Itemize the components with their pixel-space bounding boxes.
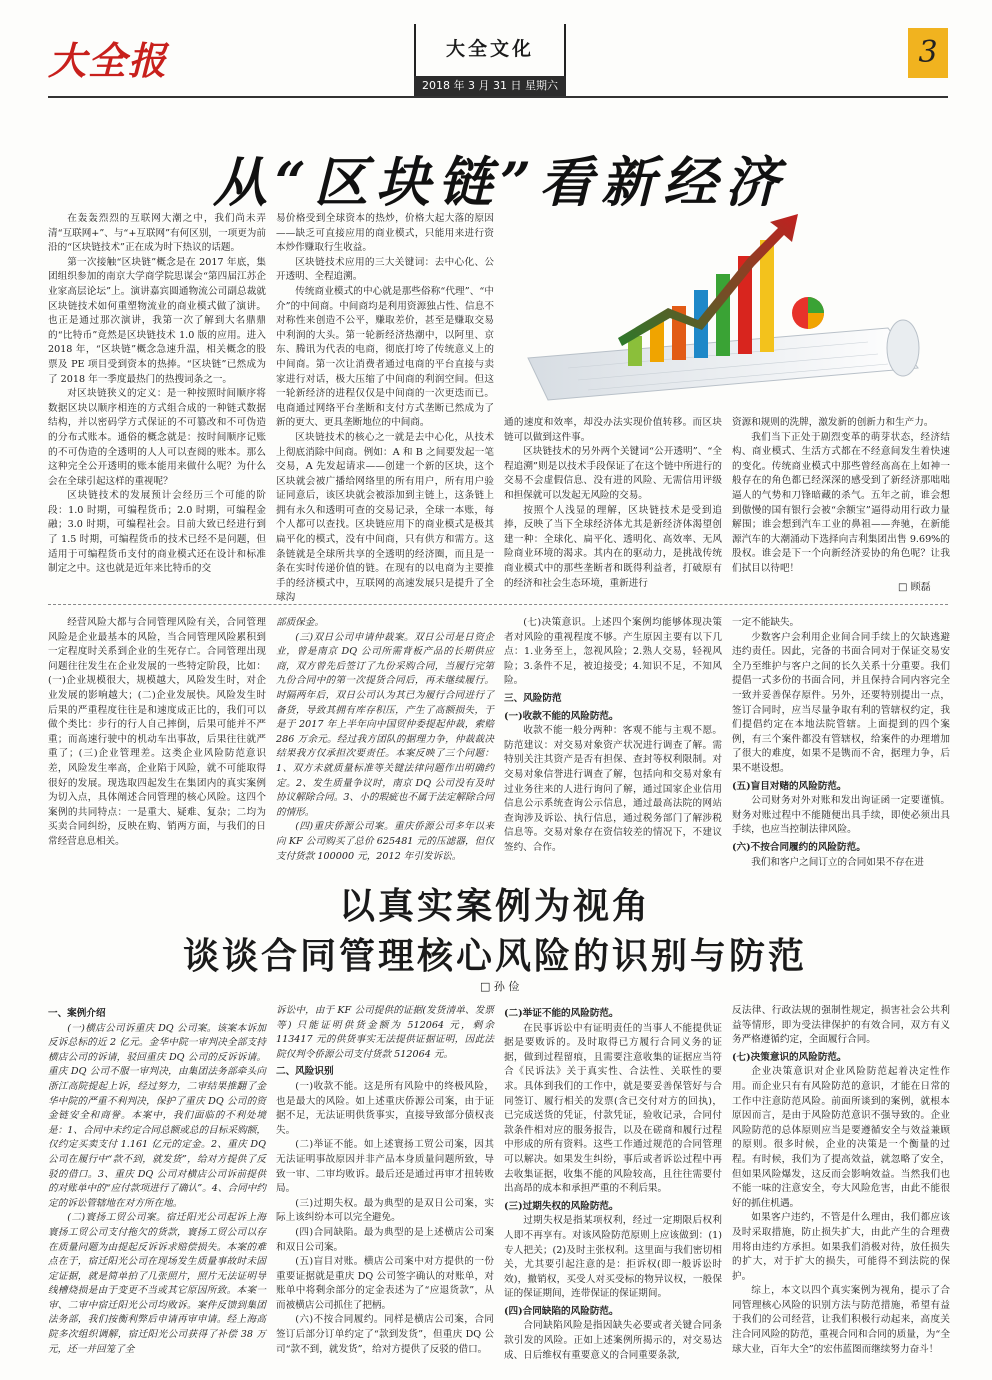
- article2-lower-col4: [732, 1004, 950, 1372]
- paragraph: 资源和规则的洗牌，激发新的创新力和生产力。: [732, 417, 934, 428]
- paragraph: 部质保金。: [276, 617, 324, 628]
- paragraph: 过期失权是指某项权利，经过一定期限后权利人即不再享有。对该风险防范原则上应该做到：(1)专人把关；(2)及时主张权利。这里面与我们密切相关，尤其要引起注意的是：拒诉权(即一般诉讼时效)，撤销权，买受人对买受标的物异议权，一般保证的保证期间，连带保证的保证期间。: [504, 1215, 722, 1300]
- paragraph: (三)过期失权。最为典型的是双日公司案，实际上该纠纷本可以完全避免。: [276, 1197, 494, 1224]
- paragraph: 经营风险大都与合同管理风险有关，合同管理风险是企业最基本的风险，当合同管理风险累积到一定程度时关系到企业的生死存亡。合同管理出现问题往往发生在企业发展的一些特定阶段，比如：(一)企业规模很大，规模越大，风险发生时，对企业发展的影响越大；(二)企业发展快。风险发生时后果的严重程度往往是和速度成正比的，我们可以做个类比：步行的行人自己摔倒，后果可能并不严重；而高速行驶中的机动车出事故，后果往往就严重了；(三)企业管理差。这类企业风险防范意识差，风险发生率高，企业陷于风险，就不可能取得很好的发展。现选取四起发生在集团内的真实案例为切入点，具体阐述合同管理的核心风险。这四个案例的共同特点：一是重大、疑难、复杂；二均为买卖合同纠纷，反映在购、销两方面，与我们的日常经营息息相关。: [48, 617, 266, 847]
- subsection-heading: (七)决策意识的风险防范。: [732, 1051, 847, 1063]
- paragraph: 在轰轰烈烈的互联网大潮之中，我们尚未弄清“互联网+”、与“+互联网”有何区别，一项更为前沿的“区块链技术”正在成为时下热议的话题。: [48, 213, 266, 254]
- page-number: 3: [908, 28, 948, 78]
- paragraph: 综上，本文以四个真实案例为视角，提示了合同管理核心风险的识别方法与防范措施，希望有益于我们的公司经营，让我们积极行动起来，高度关注合同风险的防范，重视合同和合同的质量，为“全球大业，百年大全”的宏伟蓝图而继续努力奋斗！: [732, 1285, 950, 1355]
- article-divider: [48, 604, 948, 605]
- paragraph: 区块链技术应用的三大关键词：去中心化、公开透明、全程追溯。: [276, 256, 494, 283]
- paragraph: 在民事诉讼中有证明责任的当事人不能提供证据是要败诉的。及时取得已方履行合同义务的证据，做到过程留痕，且需要注意收集的证据应当符合《民诉法》关于真实性、合法性、关联性的要求。具体到我们的工作中，就是要妥善保管好与合同签订、履行相关的发票(含已交付对方的回执)，已完成送货的凭证，付款凭证，验收记录，合同付款条件相对应的服务报告，以及在磋商和履行过程中形成的所有资料。这些工作通过规范的合同管理可以解决。如果发生纠纷，事后或者诉讼过程中再去收集证据，收集不能的风险较高，且往往需要付出高昂的成本和承担严重的不利后果。: [504, 1022, 722, 1195]
- paragraph: (二)举证不能。如上述寰扬工贸公司案，因其无法证明事故原因并非产品本身质量问题所致，导致一审、二审均败诉。最后还是通过再审才扭转败局。: [276, 1139, 494, 1195]
- newspaper-logo: 大全报: [48, 38, 169, 83]
- section-heading: 三、风险防范: [504, 692, 562, 704]
- paragraph: 第一次接触“区块链”概念是在 2017 年底，集团组织参加的南京大学商学院思谋会“第四届江苏企业家高层论坛”上。演讲嘉宾圆通物流公司副总裁就区块链技术如何重塑物流业的商业模式做了演讲。也正是通过那次演讲，我第一次了解到大名鼎鼎的“比特币”竟然是区块链技术 1.0 版的应用。进入 2018 年，“区块链”概念急速升温，相关概念的股票及 PE 项目受到资本的热捧。“区块链”已然成为了 2018 年一季度最热门的热搜词条之一。: [48, 256, 266, 385]
- paragraph: (七)决策意识。上述四个案例均能够体现决策者对风险的重视程度不够。产生原因主要有以下几点：1.业务至上，忽视风险；2.熟人交易，轻视风险；3.条件不足，被迫接受；4.知识不足，不知风险。: [504, 617, 722, 687]
- paragraph: 区块链技术的核心之一就是去中心化，从技术上彻底消除中间商。例如：A 和 B 之间要发起一笔交易，A 先发起请求——创建一个新的区块，这个区块就会被广播给网络里的所有用户，所有用户验证同意后，该区块就会被添加到主链上，这条链上拥有永久和透明可查的交易记录，全球一本账，每个人都可以查找。区块链应用下的商业模式是极其扁平化的模式，没有中间商，只有供方和需方。这条链就是全球所共享的全透明的经济圈，而且是一条在实时传递价值的链。在现有的以电商为主要推手的经济模式中，互联网的高速发展只是提升了全球沟: [276, 431, 494, 604]
- article1-col3: [504, 416, 722, 592]
- section-box: [414, 24, 566, 76]
- paragraph: 通的速度和效率，却没办法实现价值转移。而区块链可以做到这件事。: [504, 417, 722, 443]
- article2-lower-col3: [504, 1004, 722, 1372]
- subsection-heading: (六)不按合同履约的风险防范。: [732, 841, 866, 853]
- masthead-rule: [48, 96, 948, 98]
- article1-col2: [276, 212, 494, 604]
- paragraph: (六)不按合同履约。同样是横店公司案，合同签订后部分订单约定了“款到发货”，但重庆 DQ 公司“款不到，就发货”，给对方提供了反驳的借口。: [276, 1314, 494, 1355]
- subsection-heading: (三)过期失权的风险防范。: [504, 1200, 619, 1212]
- section-heading: 一、案例介绍: [48, 1008, 106, 1019]
- article2-upper-col2: [276, 616, 494, 862]
- article2-lower-col2: [276, 1004, 494, 1372]
- masthead: [0, 0, 992, 100]
- paragraph: 我们当下正处于剧烈变革的萌芽状态，经济结构、商业模式、生活方式都在不经意间发生着快速的变化。传统商业模式中那些曾经高高在上如神一般存在的角色都已经深深的感受到了新经济那咄咄逼人的气势和刀锋暗藏的杀气。五年之前，谁会想到傲慢的国有银行会被“余额宝”逼得动用行政力量解围；谁会想到汽车工业的鼻祖——奔驰，在新能源汽车的大潮涌动下选择向吉利集团出售 9.69%的股权。谁会是下一个向新经济妥协的角色呢？让我们拭目以待吧！: [732, 431, 950, 574]
- article2-byline: □ 孙 俭: [480, 980, 520, 993]
- issue-date: 2018 年 3 月 31 日 星期六: [414, 76, 566, 96]
- section-heading: 二、风险识别: [276, 1066, 334, 1078]
- paragraph: 反法律、行政法规的强制性规定，损害社会公共利益等情形，即为受法律保护的有效合同，双方有义务严格遵循约定，全面履行合同。: [732, 1005, 950, 1046]
- growth-chart-illustration: [508, 208, 928, 406]
- paragraph: 少数客户会利用企业间合同手续上的欠缺逃避违约责任。因此，完备的书面合同对于保证交易安全乃至维护与客户之间的长久关系十分重要。我们提倡一式多份的书面合同，并且保持合同内容完全一致并妥善保存原件。另外，还要特别提出一点，签订合同时，应当尽量争取有利的管辖权约定，我们提倡约定在本地法院管辖。上面提到的四个案例，有三个案件都没有管辖权，给案件的办理增加了很大的难度，如果不是镌而不舍，据理力争，后果不堪设想。: [732, 631, 950, 774]
- paragraph: (五)盲目对账。横店公司案中对方提供的一份重要证据就是重庆 DQ 公司签字确认的对账单，对账单中将剩余部分的定金表述为了“应退货款”，从而被横店公司抓住了把柄。: [276, 1256, 494, 1311]
- paragraph: 一定不能缺失。: [732, 617, 800, 628]
- subsection-heading: (二)举证不能的风险防范。: [504, 1008, 619, 1019]
- article2-upper-col1: [48, 616, 266, 862]
- article2-lower-col1: [48, 1004, 266, 1372]
- paragraph: 传统商业模式的中心就是那些俗称“代理”、“中介”的中间商。中间商均是利用资源独占性、信息不对称性来创造不公平，赚取差价，甚至是赚取交易中利润的大头。第一轮新经济热潮中，以阿里、京东、腾讯为代表的电商，彻底打垮了传统意义上的中间商。第一次让消费者通过电商的平台直接与卖家进行对话，极大压缩了中间商的利润空间。但这一轮新经济的进程仅仅是中间商的一次更迭而已。电商通过网络平台垄断和支付方式垄断已然成为了新的更大、更具垄断地位的中间商。: [276, 285, 494, 429]
- article2-upper-col3: [504, 616, 722, 862]
- paragraph: (二)寰扬工贸公司案。宿迁阳光公司起诉上海寰扬工贸公司支付拖欠的货款，寰扬工贸公司以存在质量问题为由提起反诉诉求赔偿损失。本案的难点在于，宿迁阳光公司在现场发生质量事故时未固定证据，就是简单拍了几张照片，照片无法证明导线槽烧损是由于变更不当或其它原因所致。本案一审、二审中宿迁阳光公司均败诉。案件反馈到集团法务部，我们按衡利弊后申请再审申请。经上海高院多次组织调解，宿迁阳光公司获得了补偿 38 万元，还一并回笼了全: [48, 1212, 266, 1355]
- section-name: 大全文化: [445, 38, 534, 60]
- article1-col4: [732, 416, 950, 578]
- article1-author: □ 顾磊: [898, 582, 931, 593]
- paragraph: 诉讼中，由于 KF 公司提供的证据(发货清单、发票等) 只能证明供货金额为 512064 元，剩余 113417 元的供货事实无法提供证据证明，因此法院仅判令侨源公司支付货款 512064 元。: [276, 1005, 494, 1060]
- article1-col1: [48, 212, 266, 592]
- paragraph: 企业决策意识对企业风险防范起着决定性作用。而企业只有有风险防范的意识，才能在日常的工作中注意防范风险。前面所谈到的案例，就根本原因而言，是由于风险防范意识不强导致的。企业风险防范的总体原则应当是要遵循安全与效益兼顾的原则。很多时候，企业的决策是一个衡量的过程。有时候，我们为了提高效益，就忽略了安全，但如果风险爆发，这反而会影响效益。当然我们也不能一味的注意安全，夸大风险危害，由此不能很好的抓住机遇。: [732, 1066, 950, 1209]
- paragraph: 按照个人浅显的理解，区块链技术是受到追捧，反映了当下全球经济体尤其是新经济体渴望创建一种：全球化、扁平化、透明化、高效率、无风险商业环境的渴求。其内在的驱动力，是挑战传统商业模式中的那些垄断者和既得利益者，打破原有的经济和社会生态环境，重新进行: [504, 504, 722, 589]
- paragraph: 区块链技术的发展预计会经历三个可能的阶段：1.0 时期，可编程货币；2.0 时期，可编程金融；3.0 时期，可编程社会。目前大致已经进行到了 1.5 时期，可编程货币的技术已经不是问题，但适用于可编程货币支付的商业模式还在设计和标准制定之中。这也就是近年来比特币的交: [48, 490, 266, 575]
- paragraph: 对区块链狭义的定义：是一种按照时间顺序将数据区块以顺序相连的方式组合成的一种链式数据结构，并以密码学方式保证的不可篡改和不可伪造的分布式账本。通俗的概念就是：按时间顺序记账的不可伪造的全透明的人人可以查阅的账本。那么这种完全公开透明的账本能用来做什么呢？为什么会在全球引起这样的重视呢？: [48, 388, 266, 487]
- paragraph: (一)横店公司诉重庆 DQ 公司案。该案本诉加反诉总标的近 2 亿元。金华中院一审判决全部支持横店公司的诉请，驳回重庆 DQ 公司的反诉诉请。重庆 DQ 公司不服一审判决，由集团法务部牵头向浙江高院提起上诉，经过努力，二审结果推翻了金华中院的严重不利判决，保护了重庆 DQ 公司的资金链安全和商誉。本案中，我们面临的不利处境是：1、合同中未约定合同总额或总的目标采购额，仅约定买卖支付 1.161 亿元的定金。2、重庆 DQ 公司在履行中“款不到，就发货”，给对方提供了反驳的借口。3、重庆 DQ 公司对横店公司诉前提供的对账单中的“应付款项进行了确认”。4、合同中约定的诉讼管辖地在对方所在地。: [48, 1022, 266, 1209]
- paragraph: 区块链技术的另外两个关键词“公开透明”、“全程追溯”则是以技术手段保证了在这个链中所进行的交易不会虚假信息、没有进的风险、无需信用评级和担保就可以发起无风险的交易。: [504, 446, 722, 501]
- paragraph: 我们和客户之间订立的合同如果不存在进: [751, 856, 924, 868]
- paragraph: (四)重庆侨源公司案。重庆侨源公司多年以来向 KF 公司购买了总价 625481 元的压滤器，但仅支付货款 100000 元，2012 年引发诉讼。: [276, 821, 494, 862]
- subsection-heading: (五)盲目对赌的风险防范。: [732, 780, 847, 792]
- paragraph: (三)双日公司申请仲裁案。双日公司是日资企业，曾是南京 DQ 公司所需背板产品的长期供应商，双方曾先后签订了九份采购合同，当履行完第九份合同中的第一次提货合同后，再未继续履行。时隔两年后，双日公司认为其已为履行合同进行了备货，导致其拥有库存积压，产生了高额损失，于是于 2017 年上半年向中国贸仲委提起仲裁，索赔 286 万余元。经过我方团队的据理力争，仲裁裁决结果我方仅承担次要责任。本案反映了三个问题：1、双方未就质量标准等关键法律问题作出明确约定。2、发生质量争议时，南京 DQ 公司没有及时协议解除合同。3、小的瑕疵也不属于法定解除合同的情形。: [276, 631, 494, 818]
- subsection-heading: (一)收款不能的风险防范。: [504, 710, 619, 722]
- article2-title-line2: 谈谈合同管理核心风险的识别与防范: [182, 936, 807, 977]
- paragraph: (一)收款不能。这是所有风险中的终极风险，也是最大的风险。如上述重庆侨源公司案，由于证据不足，无法证明供货事实，直接导致部分债权丧失。: [276, 1080, 494, 1136]
- article2-title-line1: 以真实案例为视角: [338, 886, 651, 927]
- subsection-heading: (四)合同缺陷的风险防范。: [504, 1305, 619, 1317]
- paragraph: 易价格受到全球资本的热炒，价格大起大落的原因——缺乏可直接应用的商业模式，只能用来进行资本炒作赚取行生收益。: [276, 213, 494, 254]
- paragraph: 合同缺陷风险是指因缺失必要或者关键合同条款引发的风险。正如上述案例所揭示的，对交易达成、日后维权有重要意义的合同重要条款,: [504, 1320, 722, 1361]
- paragraph: (四)合同缺陷。最为典型的是上述横店公司案和双日公司案。: [276, 1226, 494, 1253]
- article1-title: 从“区块链”看新经济: [212, 150, 788, 214]
- article2-upper-col4: [732, 616, 950, 868]
- paragraph: 收款不能一般分两种：客观不能与主观不愿。防范建议：对交易对象资产状况进行调查了解。需特别关注其资产是否有担保、查封等权利限制。对交易对象信誉进行调查了解，包括向和交易对象有过业务往来的人进行询问了解，通过国家企业信用信息公示系统查询公示信息，通过最高法院的网站查询涉及诉讼、执行信息，通过税务部门了解涉税信息等。交易对象存在资信较差的情况下，不建议签约、合作。: [504, 725, 722, 853]
- paragraph: 公司财务对外对账和发出询证函一定要谨慎。财务对账过程中不能随便出具手续，即使必须出具手续，也应当控制法律风险。: [732, 795, 950, 836]
- paragraph: 如果客户违约，不管是什么理由，我们都应该及时采取措施，防止损失扩大，由此产生的合理费用将由违约方承担。如果我们消极对待，放任损失的扩大，对于扩大的损失，可能得不到法院的保护。: [732, 1212, 950, 1282]
